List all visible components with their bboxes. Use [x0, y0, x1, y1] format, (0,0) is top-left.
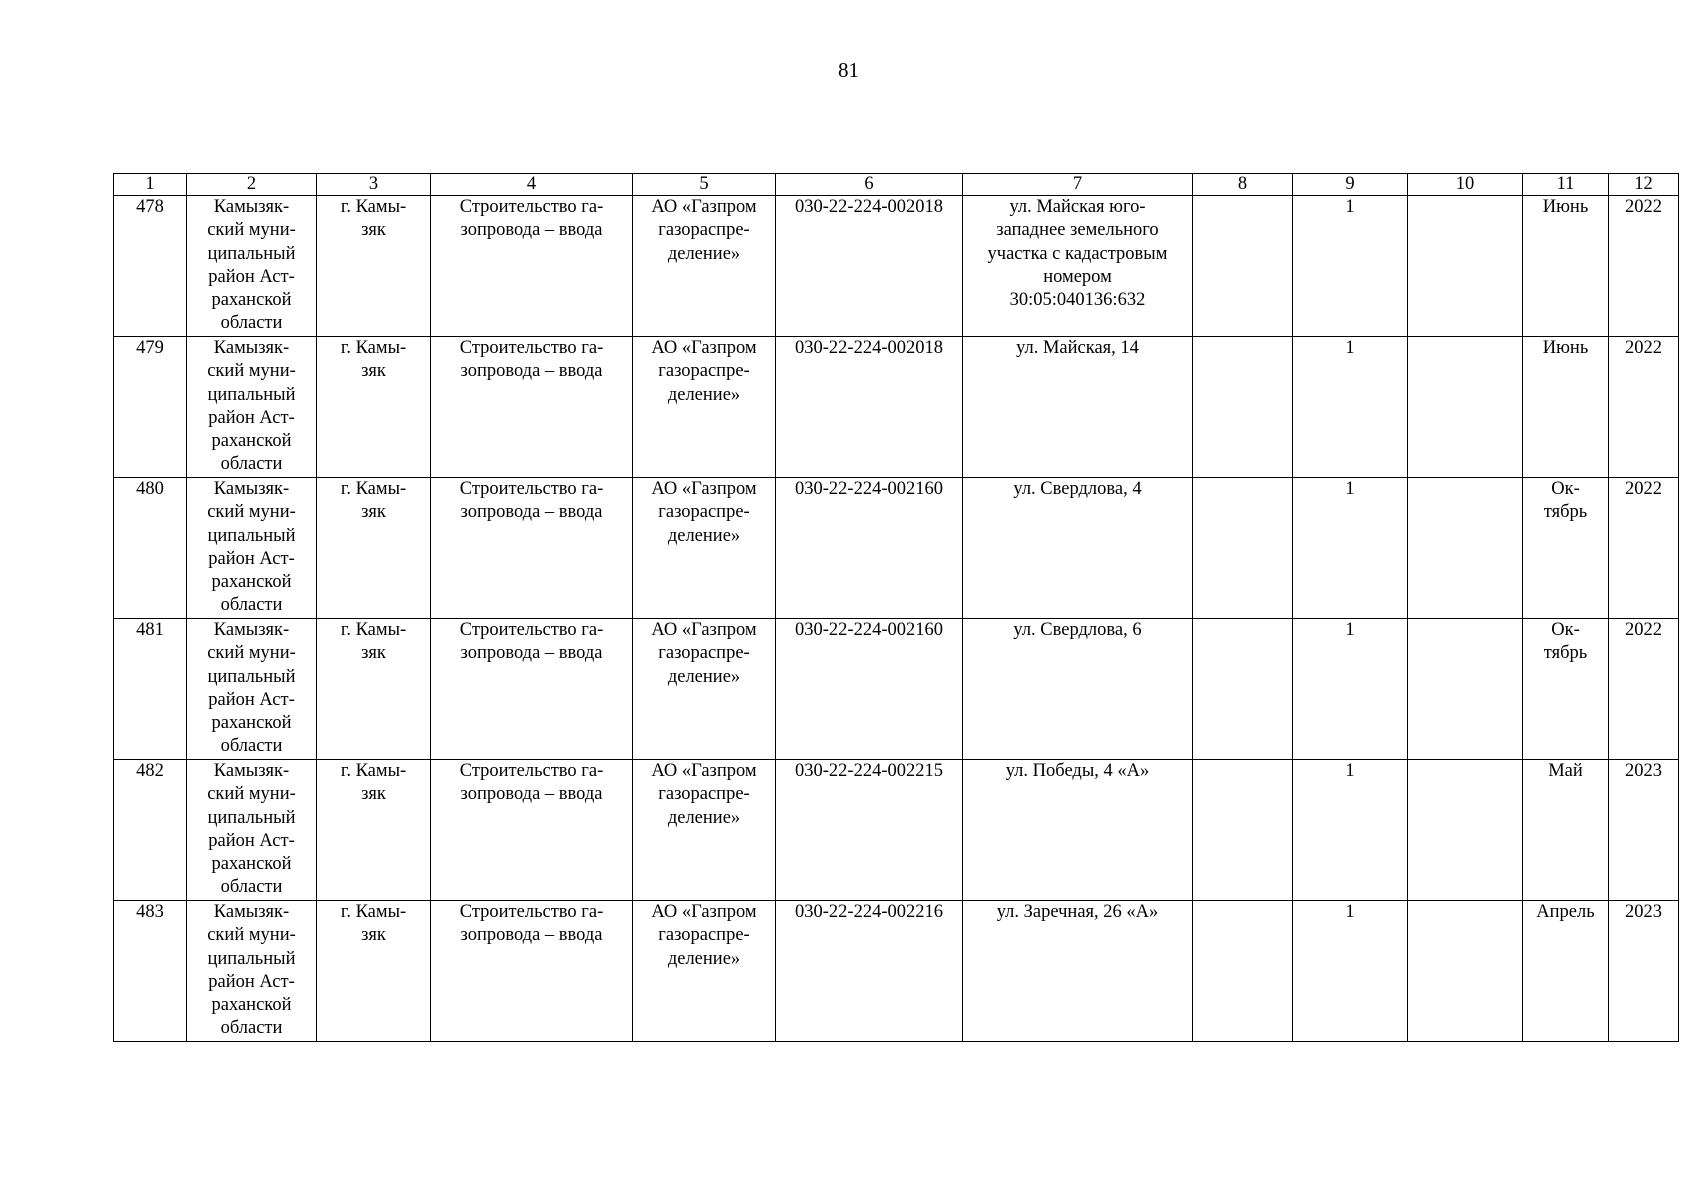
- row-number-cell: [114, 196, 187, 337]
- column-9-cell: [1293, 901, 1408, 1042]
- locality-cell: [317, 760, 431, 901]
- district-cell: [187, 901, 317, 1042]
- row-number-cell-text: 483: [136, 902, 164, 922]
- year-cell: [1609, 619, 1679, 760]
- header-cell: 8: [1193, 174, 1293, 196]
- table-row: [114, 478, 1679, 619]
- column-9-cell-text: 1: [1345, 620, 1355, 640]
- address-cell-text: ул. Свердлова, 6: [1013, 620, 1142, 640]
- row-number-cell: [114, 478, 187, 619]
- header-cell: 11: [1523, 174, 1609, 196]
- column-9-cell: [1293, 196, 1408, 337]
- address-cell-text: ул. Заречная, 26 «А»: [996, 902, 1159, 922]
- table-row: [114, 901, 1679, 1042]
- work-type-cell-text: Строительство га- зопровода – ввода: [459, 761, 604, 805]
- column-8-cell: [1193, 901, 1293, 1042]
- locality-cell-text: г. Камы- зяк: [340, 338, 407, 382]
- header-cell: 3: [317, 174, 431, 196]
- code-cell-text: 030-22-224-002160: [795, 620, 943, 640]
- header-cell: 2: [187, 174, 317, 196]
- table-row: [114, 619, 1679, 760]
- column-10-cell: [1408, 619, 1523, 760]
- month-cell-text: Апрель: [1536, 902, 1595, 922]
- address-cell-text: ул. Победы, 4 «А»: [1005, 761, 1150, 781]
- work-type-cell-text: Строительство га- зопровода – ввода: [459, 620, 604, 664]
- code-cell: [776, 619, 963, 760]
- code-cell: [776, 478, 963, 619]
- header-cell: 9: [1293, 174, 1408, 196]
- year-cell: [1609, 337, 1679, 478]
- district-cell-text: Камызяк- ский муни- ципальный район Аст- раханской области: [207, 479, 296, 616]
- organization-cell: [633, 337, 776, 478]
- district-cell: [187, 337, 317, 478]
- locality-cell-text: г. Камы- зяк: [340, 479, 407, 523]
- code-cell-text: 030-22-224-002018: [795, 197, 943, 217]
- locality-cell: [317, 619, 431, 760]
- year-cell: [1609, 478, 1679, 619]
- column-9-cell: [1293, 619, 1408, 760]
- month-cell: [1523, 478, 1609, 619]
- year-cell-text: 2022: [1625, 338, 1662, 358]
- year-cell-text: 2022: [1625, 620, 1662, 640]
- year-cell-text: 2022: [1625, 479, 1662, 499]
- column-9-cell: [1293, 478, 1408, 619]
- district-cell-text: Камызяк- ский муни- ципальный район Аст- раханской области: [207, 902, 296, 1039]
- work-type-cell-text: Строительство га- зопровода – ввода: [459, 197, 604, 241]
- address-cell: [963, 760, 1193, 901]
- month-cell-text: Июнь: [1542, 338, 1589, 358]
- organization-cell: [633, 478, 776, 619]
- column-8-cell: [1193, 760, 1293, 901]
- work-type-cell-text: Строительство га- зопровода – ввода: [459, 479, 604, 523]
- year-cell: [1609, 760, 1679, 901]
- row-number-cell: [114, 619, 187, 760]
- district-cell: [187, 619, 317, 760]
- year-cell: [1609, 196, 1679, 337]
- address-cell: [963, 337, 1193, 478]
- locality-cell: [317, 196, 431, 337]
- code-cell-text: 030-22-224-002018: [795, 338, 943, 358]
- year-cell-text: 2022: [1625, 197, 1662, 217]
- code-cell: [776, 760, 963, 901]
- month-cell: [1523, 760, 1609, 901]
- locality-cell-text: г. Камы- зяк: [340, 761, 407, 805]
- column-9-cell-text: 1: [1345, 761, 1355, 781]
- header-cell: 6: [776, 174, 963, 196]
- work-type-cell: [431, 760, 633, 901]
- organization-cell-text: АО «Газпром газораспре- деление»: [651, 479, 757, 546]
- work-type-cell: [431, 337, 633, 478]
- column-10-cell: [1408, 901, 1523, 1042]
- locality-cell-text: г. Камы- зяк: [340, 902, 407, 946]
- header-row: [114, 174, 1679, 196]
- code-cell-text: 030-22-224-002216: [795, 902, 943, 922]
- header-cell: 5: [633, 174, 776, 196]
- row-number-cell-text: 480: [136, 479, 164, 499]
- organization-cell: [633, 196, 776, 337]
- district-cell-text: Камызяк- ский муни- ципальный район Аст- раханской области: [207, 761, 296, 898]
- district-cell: [187, 478, 317, 619]
- organization-cell-text: АО «Газпром газораспре- деление»: [651, 338, 757, 405]
- work-type-cell-text: Строительство га- зопровода – ввода: [459, 902, 604, 946]
- organization-cell: [633, 619, 776, 760]
- column-9-cell-text: 1: [1345, 479, 1355, 499]
- column-9-cell: [1293, 337, 1408, 478]
- table-body: [114, 174, 1679, 1042]
- district-cell: [187, 760, 317, 901]
- header-cell: 7: [963, 174, 1193, 196]
- district-cell: [187, 196, 317, 337]
- address-cell: [963, 478, 1193, 619]
- column-8-cell: [1193, 196, 1293, 337]
- header-cell: 4: [431, 174, 633, 196]
- header-cell: 12: [1609, 174, 1679, 196]
- header-cell: 10: [1408, 174, 1523, 196]
- year-cell-text: 2023: [1625, 902, 1662, 922]
- locality-cell: [317, 337, 431, 478]
- organization-cell-text: АО «Газпром газораспре- деление»: [651, 620, 757, 687]
- month-cell: [1523, 196, 1609, 337]
- code-cell: [776, 196, 963, 337]
- row-number-cell: [114, 901, 187, 1042]
- organization-cell-text: АО «Газпром газораспре- деление»: [651, 197, 757, 264]
- work-type-cell: [431, 901, 633, 1042]
- table-row: [114, 196, 1679, 337]
- address-cell-text: ул. Майская, 14: [1016, 338, 1139, 358]
- row-number-cell-text: 482: [136, 761, 164, 781]
- address-cell-text: ул. Свердлова, 4: [1013, 479, 1142, 499]
- month-cell-text: Ок- тябрь: [1543, 620, 1588, 664]
- column-9-cell-text: 1: [1345, 338, 1355, 358]
- row-number-cell-text: 478: [136, 197, 164, 217]
- column-10-cell: [1408, 760, 1523, 901]
- column-10-cell: [1408, 478, 1523, 619]
- year-cell-text: 2023: [1625, 761, 1662, 781]
- month-cell-text: Ок- тябрь: [1543, 479, 1588, 523]
- month-cell: [1523, 337, 1609, 478]
- column-8-cell: [1193, 478, 1293, 619]
- organization-cell-text: АО «Газпром газораспре- деление»: [651, 902, 757, 969]
- address-cell: [963, 196, 1193, 337]
- district-cell-text: Камызяк- ский муни- ципальный район Аст- раханской области: [207, 197, 296, 334]
- address-cell: [963, 901, 1193, 1042]
- table-row: [114, 760, 1679, 901]
- work-type-cell: [431, 478, 633, 619]
- code-cell-text: 030-22-224-002160: [795, 479, 943, 499]
- column-10-cell: [1408, 337, 1523, 478]
- header-cell: 1: [114, 174, 187, 196]
- row-number-cell: [114, 337, 187, 478]
- locality-cell-text: г. Камы- зяк: [340, 620, 407, 664]
- row-number-cell-text: 479: [136, 338, 164, 358]
- column-10-cell: [1408, 196, 1523, 337]
- code-cell-text: 030-22-224-002215: [795, 761, 943, 781]
- organization-cell: [633, 760, 776, 901]
- column-8-cell: [1193, 619, 1293, 760]
- district-cell-text: Камызяк- ский муни- ципальный район Аст- раханской области: [207, 620, 296, 757]
- work-type-cell-text: Строительство га- зопровода – ввода: [459, 338, 604, 382]
- organization-cell: [633, 901, 776, 1042]
- locality-cell: [317, 478, 431, 619]
- address-cell: [963, 619, 1193, 760]
- month-cell: [1523, 901, 1609, 1042]
- code-cell: [776, 337, 963, 478]
- organization-cell-text: АО «Газпром газораспре- деление»: [651, 761, 757, 828]
- month-cell-text: Июнь: [1542, 197, 1589, 217]
- district-cell-text: Камызяк- ский муни- ципальный район Аст- раханской области: [207, 338, 296, 475]
- month-cell: [1523, 619, 1609, 760]
- locality-cell-text: г. Камы- зяк: [340, 197, 407, 241]
- locality-cell: [317, 901, 431, 1042]
- row-number-cell-text: 481: [136, 620, 164, 640]
- column-9-cell: [1293, 760, 1408, 901]
- column-9-cell-text: 1: [1345, 197, 1355, 217]
- work-type-cell: [431, 619, 633, 760]
- work-type-cell: [431, 196, 633, 337]
- code-cell: [776, 901, 963, 1042]
- table-row: [114, 337, 1679, 478]
- column-9-cell-text: 1: [1345, 902, 1355, 922]
- column-8-cell: [1193, 337, 1293, 478]
- year-cell: [1609, 901, 1679, 1042]
- row-number-cell: [114, 760, 187, 901]
- data-table: [113, 173, 1679, 1042]
- address-cell-text: ул. Майская юго- западнее земельного участка с кадастровым номером 30:05:040136:632: [987, 197, 1168, 311]
- page-number: 81: [838, 58, 859, 82]
- month-cell-text: Май: [1548, 761, 1583, 781]
